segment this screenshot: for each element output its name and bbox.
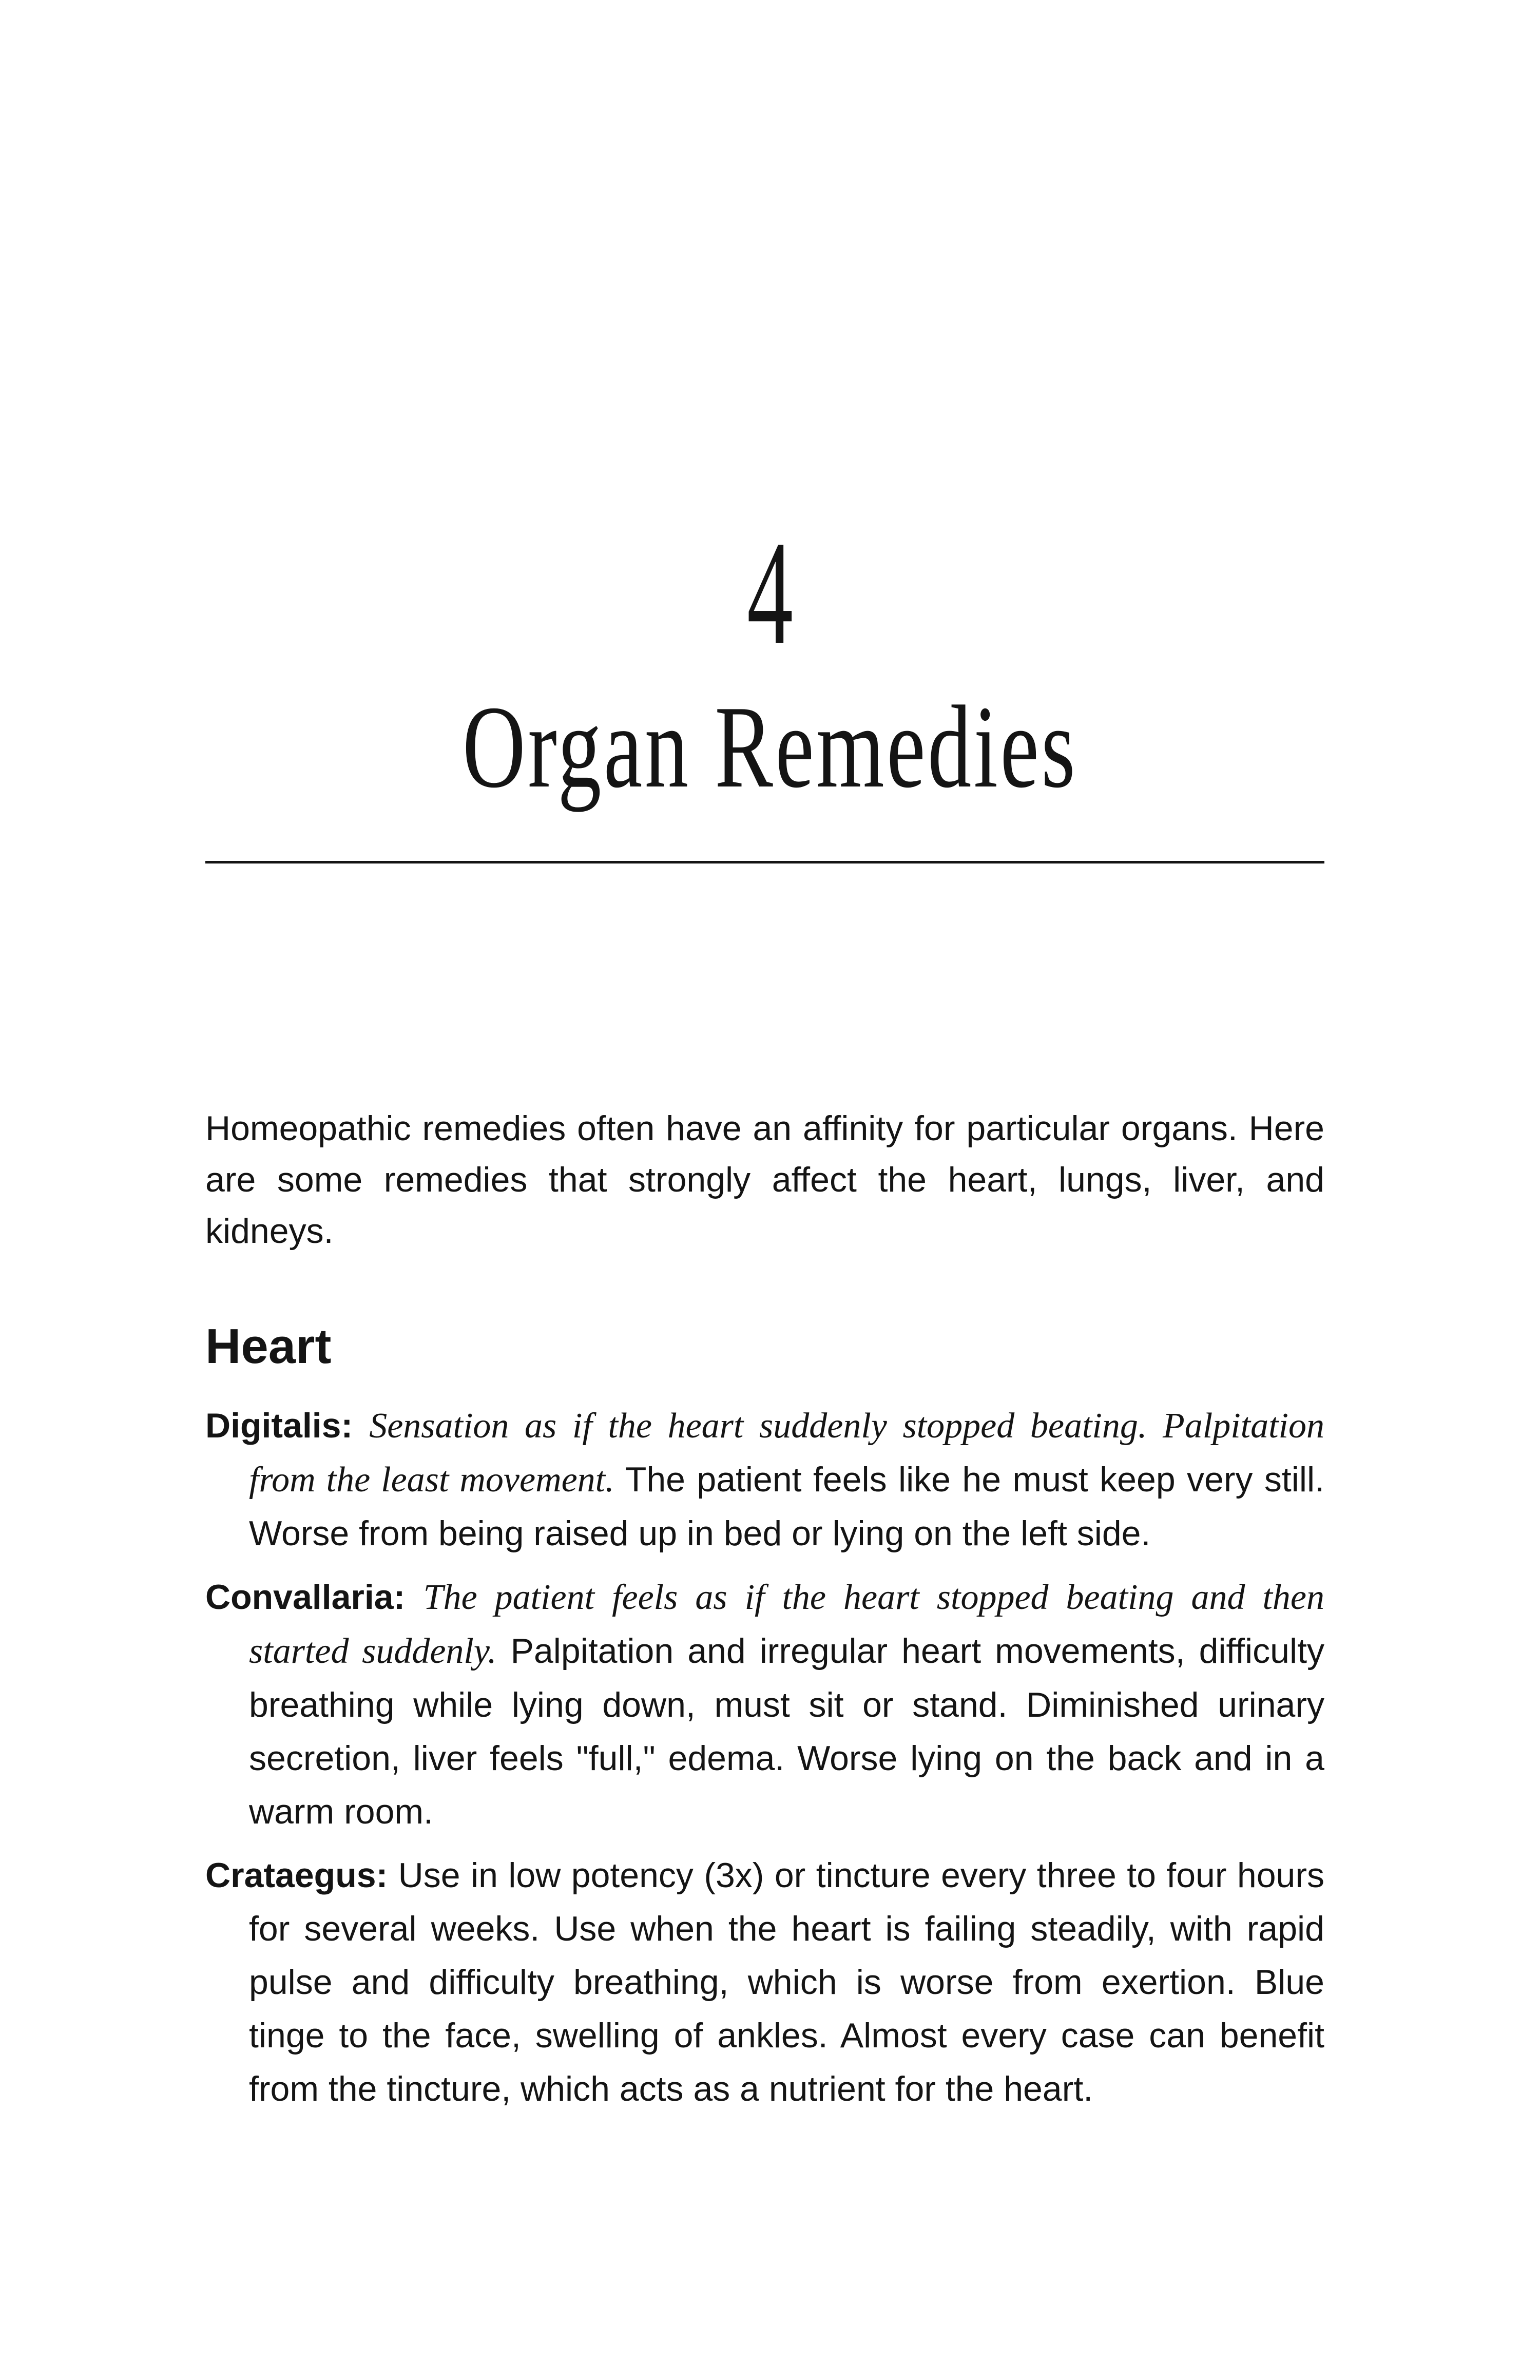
section-heading-heart: Heart — [205, 1319, 332, 1374]
remedy-entry-crataegus — [205, 1849, 1324, 2116]
remedy-name: Crataegus: — [205, 1856, 388, 1895]
remedy-name: Digitalis: — [205, 1406, 353, 1445]
chapter-title: Organ Remedies — [462, 681, 1078, 812]
remedy-description: Palpitation and irregular heart movements, difficulty breathing while lying down, must sit or stand. Diminished urinary secretion, liver feels "full," edema. Worse lying on the back and in a warm room. — [249, 1632, 1324, 1831]
chapter-number: 4 — [747, 510, 793, 675]
intro-paragraph: Homeopathic remedies often have an affinity for particular organs. Here are some remedies that strongly affect the heart, lungs, liver, and kidneys. — [205, 1109, 1324, 1251]
remedy-entry-digitalis — [205, 1399, 1324, 1560]
remedy-list — [205, 1399, 1324, 2126]
remedy-description: The patient feels like he must keep very still. Worse from being raised up in bed or lying on the left side. — [249, 1460, 1324, 1553]
remedy-keynote: The patient feels as if the heart stopped beating and then started suddenly. — [249, 1578, 1324, 1671]
remedy-name: Convallaria: — [205, 1578, 406, 1617]
remedy-keynote: Sensation as if the heart suddenly stopped beating. Palpitation from the least movement. — [249, 1406, 1324, 1500]
remedy-entry-convallaria — [205, 1570, 1324, 1838]
remedy-description: Use in low potency (3x) or tincture every three to four hours for several weeks. Use when the heart is failing steadily, with rapid pulse and difficulty breathing, which is worse from exertion. Blue tinge to the face, swelling of ankles. Almost every case can benefit from the tincture, which acts as a nutrient for the heart. — [249, 1856, 1324, 2108]
title-divider — [205, 861, 1324, 863]
